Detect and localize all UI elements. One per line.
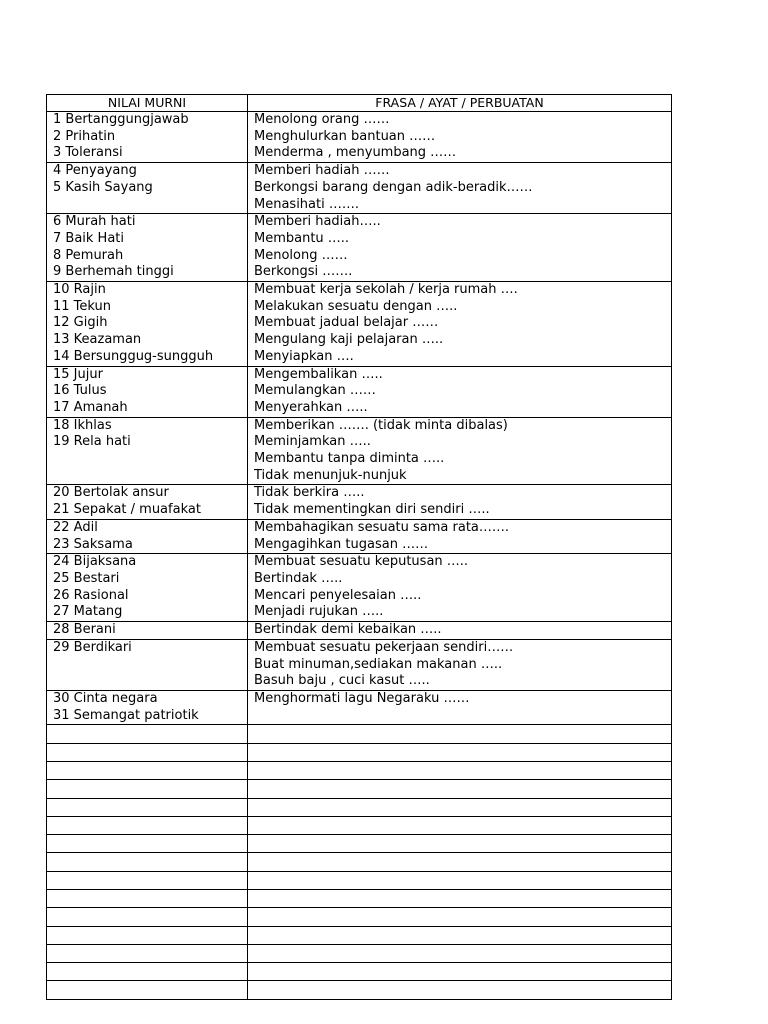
blank-row [47, 981, 672, 999]
nilai-murni-item: 18 Ikhlas [53, 417, 112, 433]
blank-frasa-cell [248, 871, 672, 889]
frasa-cell [248, 622, 672, 640]
blank-nilai-cell [47, 761, 248, 779]
blank-nilai-cell [47, 725, 248, 743]
blank-frasa-cell [248, 981, 672, 999]
nilai-murni-item: 2 Prihatin [53, 128, 116, 144]
nilai-murni-item: 20 Bertolak ansur [53, 485, 169, 501]
nilai-murni-item: 4 Penyayang [53, 163, 137, 179]
blank-row [47, 835, 672, 853]
blank-nilai-cell [47, 835, 248, 853]
nilai-murni-cell [47, 112, 248, 163]
frasa-cell [248, 639, 672, 690]
blank-nilai-cell [47, 816, 248, 834]
frasa-item: Melakukan sesuatu dengan ….. [254, 298, 458, 314]
frasa-item: Membuat sesuatu pekerjaan sendiri…… [254, 639, 514, 655]
frasa-item: Menyiapkan …. [254, 348, 354, 364]
blank-frasa-cell [248, 780, 672, 798]
nilai-murni-item: 31 Semangat patriotik [53, 707, 199, 723]
frasa-item: Menjadi rujukan ….. [254, 604, 384, 620]
nilai-murni-item: 19 Rela hati [53, 434, 131, 450]
frasa-item: Menghormati lagu Negaraku …… [254, 690, 470, 706]
frasa-item: Menolong orang …… [254, 112, 390, 127]
nilai-murni-item: 23 Saksama [53, 536, 133, 552]
blank-frasa-cell [248, 743, 672, 761]
frasa-item: Bertindak ….. [254, 570, 343, 586]
nilai-murni-item: 8 Pemurah [53, 247, 124, 263]
blank-frasa-cell [248, 963, 672, 981]
blank-row [47, 926, 672, 944]
frasa-cell [248, 554, 672, 622]
nilai-murni-item: 17 Amanah [53, 399, 128, 415]
frasa-item: Memberikan ……. (tidak minta dibalas) [254, 417, 508, 433]
frasa-item: Menyerahkan ….. [254, 399, 368, 415]
value-group-row [47, 163, 672, 214]
nilai-murni-item: 3 Toleransi [53, 145, 123, 161]
nilai-murni-cell [47, 554, 248, 622]
value-group-row [47, 639, 672, 690]
frasa-item: Mengembalikan ….. [254, 366, 383, 382]
frasa-item: Menderma , menyumbang …… [254, 145, 457, 161]
value-group-row [47, 519, 672, 553]
nilai-murni-item: 22 Adil [53, 519, 98, 535]
nilai-murni-cell [47, 622, 248, 640]
frasa-cell [248, 366, 672, 417]
frasa-item: Berkongsi barang dengan adik-beradik…… [254, 179, 533, 195]
frasa-item: Mengagihkan tugasan …… [254, 536, 429, 552]
frasa-item: Tidak mementingkan diri sendiri ….. [254, 502, 490, 518]
blank-nilai-cell [47, 743, 248, 761]
value-group-row [47, 417, 672, 485]
frasa-item: Membuat kerja sekolah / kerja rumah …. [254, 282, 518, 298]
frasa-item: Membuat jadual belajar …… [254, 315, 439, 331]
nilai-murni-item: 1 Bertanggungjawab [53, 112, 189, 127]
nilai-murni-cell [47, 366, 248, 417]
blank-nilai-cell [47, 908, 248, 926]
value-group-row [47, 622, 672, 640]
frasa-item: Buat minuman,sediakan makanan ….. [254, 656, 503, 672]
value-group-row [47, 214, 672, 282]
nilai-murni-item: 5 Kasih Sayang [53, 179, 153, 195]
blank-row [47, 944, 672, 962]
nilai-murni-cell [47, 690, 248, 724]
frasa-item: Memberi hadiah …… [254, 163, 390, 179]
blank-frasa-cell [248, 944, 672, 962]
frasa-item: Memulangkan …… [254, 383, 376, 399]
frasa-cell [248, 282, 672, 367]
frasa-item: Menghulurkan bantuan …… [254, 128, 436, 144]
blank-frasa-cell [248, 725, 672, 743]
blank-row [47, 871, 672, 889]
blank-nilai-cell [47, 780, 248, 798]
blank-nilai-cell [47, 798, 248, 816]
value-group-row [47, 690, 672, 724]
blank-nilai-cell [47, 871, 248, 889]
blank-frasa-cell [248, 761, 672, 779]
frasa-item: Membahagikan sesuatu sama rata……. [254, 519, 510, 535]
blank-row [47, 816, 672, 834]
nilai-murni-cell [47, 282, 248, 367]
blank-frasa-cell [248, 798, 672, 816]
frasa-cell [248, 519, 672, 553]
value-group-row [47, 366, 672, 417]
frasa-item: Berkongsi ……. [254, 264, 353, 280]
nilai-murni-item: 11 Tekun [53, 298, 112, 314]
frasa-item: Mencari penyelesaian ….. [254, 587, 422, 603]
values-table [46, 94, 672, 1000]
value-group-row [47, 112, 672, 163]
nilai-murni-item: 21 Sepakat / muafakat [53, 502, 201, 518]
blank-nilai-cell [47, 926, 248, 944]
nilai-murni-item: 28 Berani [53, 622, 116, 638]
nilai-murni-item: 26 Rasional [53, 587, 129, 603]
blank-nilai-cell [47, 963, 248, 981]
nilai-murni-item: 13 Keazaman [53, 332, 142, 348]
header-frasa-ayat-perbuatan: FRASA / AYAT / PERBUATAN [248, 95, 672, 112]
nilai-murni-item: 24 Bijaksana [53, 554, 137, 570]
frasa-item: Memberi hadiah….. [254, 214, 381, 230]
blank-nilai-cell [47, 981, 248, 999]
blank-frasa-cell [248, 835, 672, 853]
frasa-item: Tidak menunjuk-nunjuk [254, 467, 407, 483]
blank-frasa-cell [248, 853, 672, 871]
frasa-item: Mengulang kaji pelajaran ….. [254, 332, 444, 348]
nilai-murni-item: 12 Gigih [53, 315, 108, 331]
nilai-murni-item: 15 Jujur [53, 366, 103, 382]
nilai-murni-cell [47, 485, 248, 519]
blank-nilai-cell [47, 889, 248, 907]
frasa-item: Menasihati ……. [254, 196, 359, 212]
value-group-row [47, 485, 672, 519]
frasa-item: Membantu tanpa diminta ….. [254, 451, 445, 467]
value-group-row [47, 554, 672, 622]
blank-nilai-cell [47, 853, 248, 871]
nilai-murni-item: 30 Cinta negara [53, 690, 158, 706]
frasa-cell [248, 690, 672, 724]
nilai-murni-item: 14 Bersunggug-sungguh [53, 348, 214, 364]
header-row [47, 95, 672, 112]
frasa-item: Bertindak demi kebaikan ….. [254, 622, 442, 638]
frasa-cell [248, 214, 672, 282]
blank-frasa-cell [248, 926, 672, 944]
nilai-murni-item: 6 Murah hati [53, 214, 136, 230]
nilai-murni-item: 29 Berdikari [53, 639, 132, 655]
blank-row [47, 761, 672, 779]
nilai-murni-cell [47, 163, 248, 214]
blank-frasa-cell [248, 816, 672, 834]
blank-nilai-cell [47, 944, 248, 962]
blank-row [47, 963, 672, 981]
blank-frasa-cell [248, 889, 672, 907]
nilai-murni-cell [47, 519, 248, 553]
values-table-sheet [46, 94, 671, 1000]
blank-row [47, 908, 672, 926]
frasa-cell [248, 485, 672, 519]
blank-row [47, 853, 672, 871]
frasa-item: Tidak berkira ….. [254, 485, 365, 501]
blank-row [47, 725, 672, 743]
blank-row [47, 889, 672, 907]
frasa-item: Membuat sesuatu keputusan ….. [254, 554, 469, 570]
blank-row [47, 743, 672, 761]
frasa-item: Basuh baju , cuci kasut ….. [254, 673, 430, 689]
header-nilai-murni: NILAI MURNI [47, 95, 248, 112]
nilai-murni-item: 9 Berhemah tinggi [53, 264, 174, 280]
nilai-murni-cell [47, 417, 248, 485]
nilai-murni-cell [47, 639, 248, 690]
blank-row [47, 780, 672, 798]
nilai-murni-item: 7 Baik Hati [53, 230, 125, 246]
frasa-item: Membantu ….. [254, 230, 350, 246]
frasa-cell [248, 417, 672, 485]
frasa-item: Meminjamkan ….. [254, 434, 371, 450]
frasa-item: Menolong …… [254, 247, 348, 263]
blank-row [47, 798, 672, 816]
nilai-murni-item: 27 Matang [53, 604, 123, 620]
blank-frasa-cell [248, 908, 672, 926]
value-group-row [47, 282, 672, 367]
nilai-murni-item: 16 Tulus [53, 383, 107, 399]
frasa-cell [248, 163, 672, 214]
nilai-murni-cell [47, 214, 248, 282]
nilai-murni-item: 10 Rajin [53, 282, 106, 298]
nilai-murni-item: 25 Bestari [53, 570, 120, 586]
frasa-cell [248, 112, 672, 163]
